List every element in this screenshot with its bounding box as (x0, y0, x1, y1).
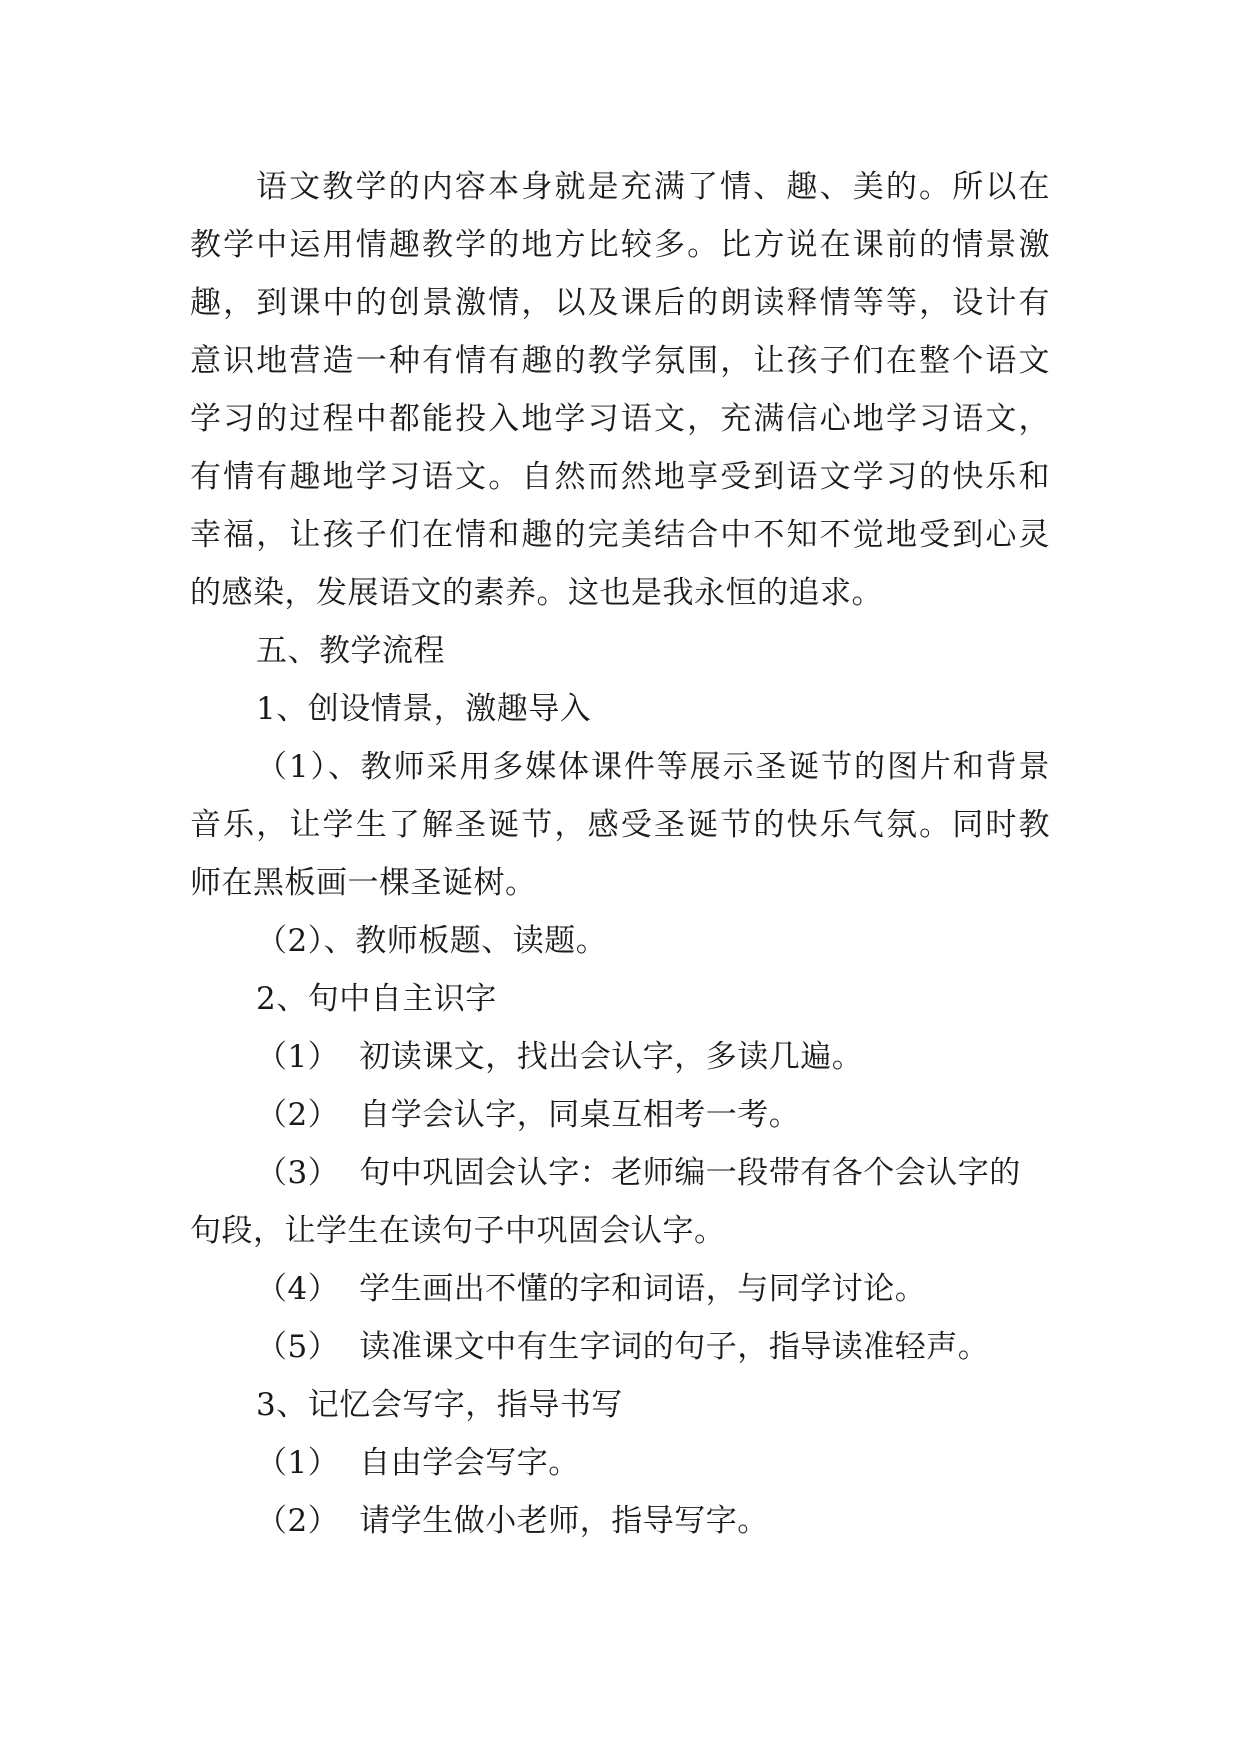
intro-line-1: 语文教学的内容本身就是充满了情、趣、美的。所以在 (256, 169, 1050, 205)
step2-item-1-text: 初读课文，找出会认字，多读几遍。 (359, 1039, 864, 1075)
step2-title: 2、句中自主识字 (256, 981, 497, 1017)
step3-item-1-text: 自由学会写字。 (359, 1445, 580, 1481)
step2-item-5-text: 读准课文中有生字词的句子，指导读准轻声。 (359, 1329, 990, 1365)
step2-item-3-number: （3） (256, 1155, 340, 1191)
intro-line-3: 趣，到课中的创景激情，以及课后的朗读释情等等，设计有 (190, 285, 1050, 321)
step1-title: 1、创设情景，激趣导入 (256, 691, 592, 727)
step2-item-3-text: 句中巩固会认字：老师编一段带有各个会认字的 (359, 1155, 1021, 1191)
step3-item-1-number: （1） (256, 1445, 340, 1481)
step1-item1-line-2: 音乐，让学生了解圣诞节，感受圣诞节的快乐气氛。同时教 (190, 807, 1050, 843)
intro-line-4: 意识地营造一种有情有趣的教学氛围，让孩子们在整个语文 (190, 343, 1050, 379)
step2-item-2-text: 自学会认字，同桌互相考一考。 (359, 1097, 801, 1133)
step2-item-3-continuation: 句段，让学生在读句子中巩固会认字。 (190, 1213, 726, 1249)
step2-item-1 (190, 1028, 1050, 1086)
step2-item-5 (190, 1318, 1050, 1376)
step3-item-2 (190, 1492, 1050, 1550)
step1-item1-line-1: （1）、教师采用多媒体课件等展示圣诞节的图片和背景 (256, 749, 1050, 785)
step3-title: 3、记忆会写字，指导书写 (256, 1387, 623, 1423)
step2-item-4 (190, 1260, 1050, 1318)
intro-line-2: 教学中运用情趣教学的地方比较多。比方说在课前的情景激 (190, 227, 1050, 263)
step1-item2: （2）、教师板题、读题。 (256, 923, 608, 959)
intro-line-6: 有情有趣地学习语文。自然而然地享受到语文学习的快乐和 (190, 459, 1050, 495)
step2-item-5-number: （5） (256, 1329, 340, 1365)
section-heading: 五、教学流程 (256, 633, 445, 669)
intro-line-7: 幸福，让孩子们在情和趣的完美结合中不知不觉地受到心灵 (190, 517, 1050, 553)
intro-line-8: 的感染，发展语文的素养。这也是我永恒的追求。 (190, 575, 883, 611)
step2-item-3 (190, 1144, 1050, 1202)
step3-item-2-number: （2） (256, 1503, 340, 1539)
step2-item-2-number: （2） (256, 1097, 340, 1133)
step2-item-4-number: （4） (256, 1271, 340, 1307)
step1-item1-line-3: 师在黑板画一棵圣诞树。 (190, 865, 537, 901)
step2-item-2 (190, 1086, 1050, 1144)
step2-item-4-text: 学生画出不懂的字和词语，与同学讨论。 (359, 1271, 927, 1307)
document-body (190, 158, 1050, 1550)
intro-line-5: 学习的过程中都能投入地学习语文，充满信心地学习语文， (190, 401, 1050, 437)
step2-item-1-number: （1） (256, 1039, 340, 1075)
step3-item-1 (190, 1434, 1050, 1492)
step3-item-2-text: 请学生做小老师，指导写字。 (359, 1503, 769, 1539)
